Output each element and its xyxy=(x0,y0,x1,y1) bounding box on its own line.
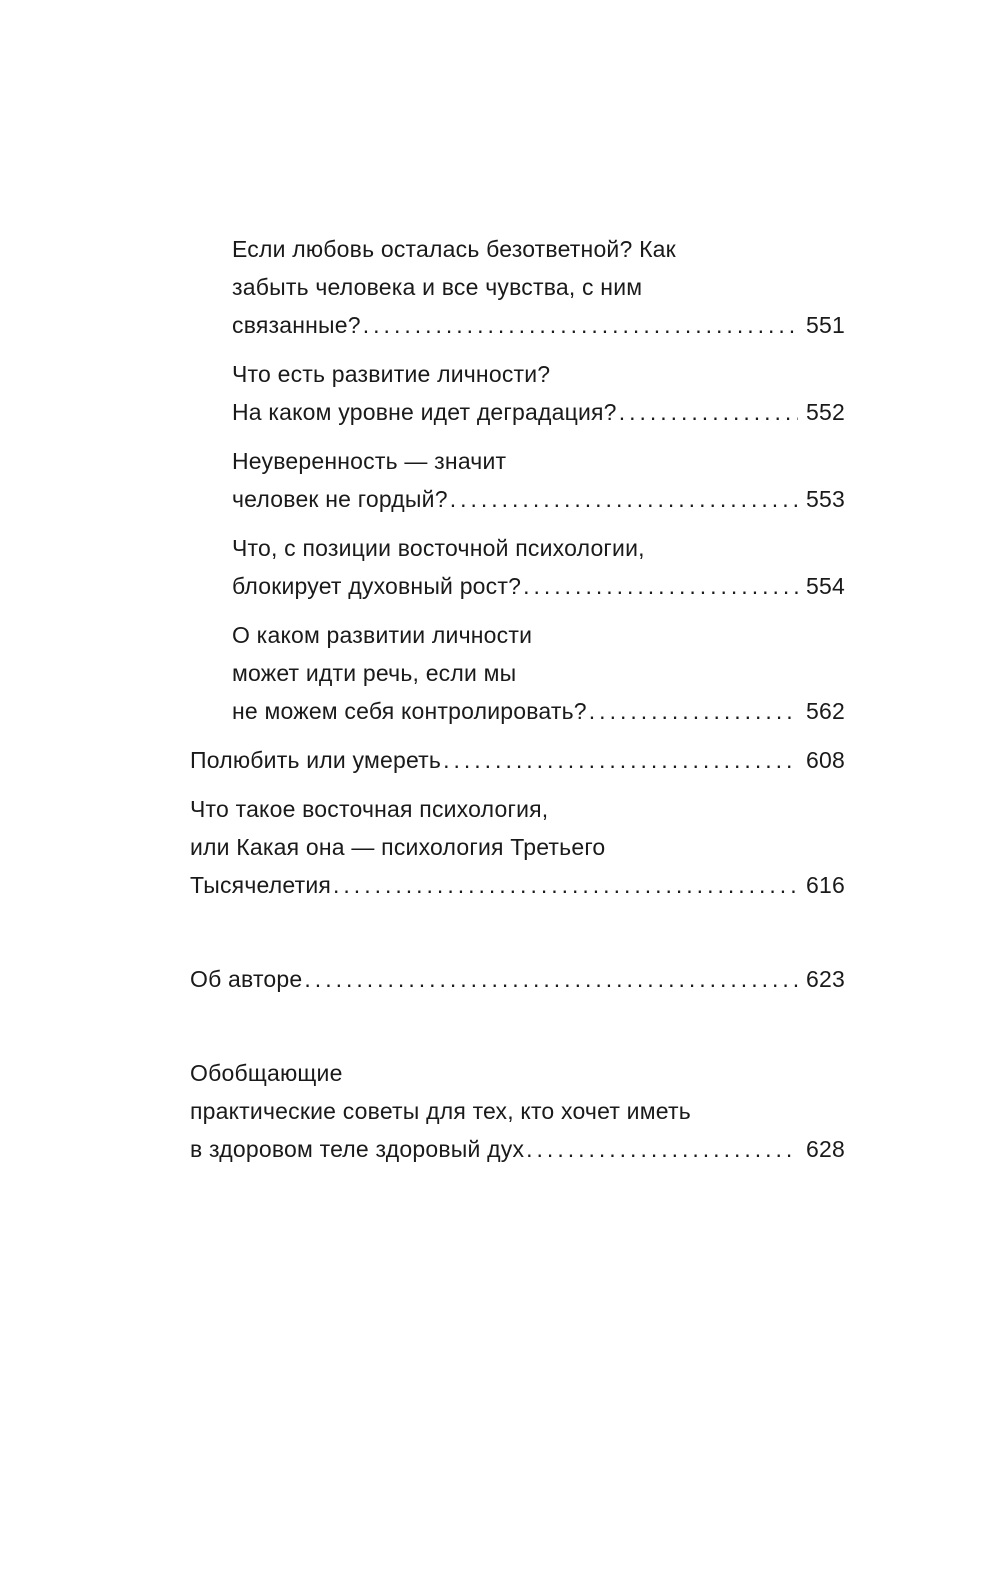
page-number: 562 xyxy=(806,698,845,724)
toc-entry-title: не можем себя контролировать? xyxy=(232,698,587,724)
toc-entry xyxy=(190,1054,845,1168)
toc-entry xyxy=(190,355,845,431)
toc-entry-last-line xyxy=(232,692,845,730)
toc-entry-title: человек не гордый? xyxy=(232,486,448,512)
toc-entry-title: На каком уровне идет деградация? xyxy=(232,399,617,425)
toc-entry xyxy=(190,741,845,779)
toc-entry-line: практические советы для тех, кто хочет иметь xyxy=(190,1098,691,1124)
dot-leader xyxy=(450,480,798,518)
toc-entry-last-line xyxy=(232,393,845,431)
toc-entry-title: в здоровом теле здоровый дух xyxy=(190,1136,525,1162)
toc-entry xyxy=(190,616,845,730)
toc-entry xyxy=(190,529,845,605)
toc-entry-line: О каком развитии личности xyxy=(232,622,533,648)
toc-entry xyxy=(190,230,845,344)
page-number: 554 xyxy=(806,573,845,599)
page-number: 623 xyxy=(806,966,845,992)
toc-entry-title: блокирует духовный рост? xyxy=(232,573,522,599)
toc-entry-line: Что есть развитие личности? xyxy=(232,361,551,387)
toc-entry-last-line xyxy=(232,480,845,518)
toc-entry-title: Тысячелетия xyxy=(190,872,332,898)
page-number: 616 xyxy=(806,872,845,898)
toc-entry-title: связанные? xyxy=(232,312,361,338)
toc-entry-line: Что такое восточная психология, xyxy=(190,796,549,822)
dot-leader xyxy=(363,306,798,344)
toc-entry-title: Об авторе xyxy=(190,966,303,992)
toc-entry-line: Если любовь осталась безответной? Как xyxy=(232,236,676,262)
page-number: 608 xyxy=(806,747,845,773)
toc-entry-line: или Какая она — психология Третьего xyxy=(190,834,606,860)
toc-entry xyxy=(190,960,845,998)
page-number: 551 xyxy=(806,312,845,338)
toc-entry xyxy=(190,790,845,904)
toc-entry-line: Что, с позиции восточной психологии, xyxy=(232,535,645,561)
toc-entry-last-line xyxy=(232,306,845,344)
toc-entry-last-line xyxy=(190,1130,845,1168)
toc-entry-line: забыть человека и все чувства, с ним xyxy=(232,274,643,300)
page-number: 552 xyxy=(806,399,845,425)
page-number: 628 xyxy=(806,1136,845,1162)
dot-leader xyxy=(589,692,798,730)
toc-entry xyxy=(190,442,845,518)
toc-entry-title: Полюбить или умереть xyxy=(190,747,442,773)
dot-leader xyxy=(443,741,798,779)
toc-entry-last-line xyxy=(190,866,845,904)
toc-entry-last-line xyxy=(190,960,845,998)
dot-leader xyxy=(523,567,798,605)
toc-entry-last-line xyxy=(232,567,845,605)
page-number: 553 xyxy=(806,486,845,512)
dot-leader xyxy=(304,960,798,998)
dot-leader xyxy=(526,1130,798,1168)
toc-entry-last-line xyxy=(190,741,845,779)
dot-leader xyxy=(333,866,798,904)
toc-entry-line: Неуверенность — значит xyxy=(232,448,507,474)
table-of-contents xyxy=(190,230,845,1168)
toc-entry-line: может идти речь, если мы xyxy=(232,660,517,686)
dot-leader xyxy=(619,393,798,431)
toc-entry-line: Обобщающие xyxy=(190,1060,343,1086)
